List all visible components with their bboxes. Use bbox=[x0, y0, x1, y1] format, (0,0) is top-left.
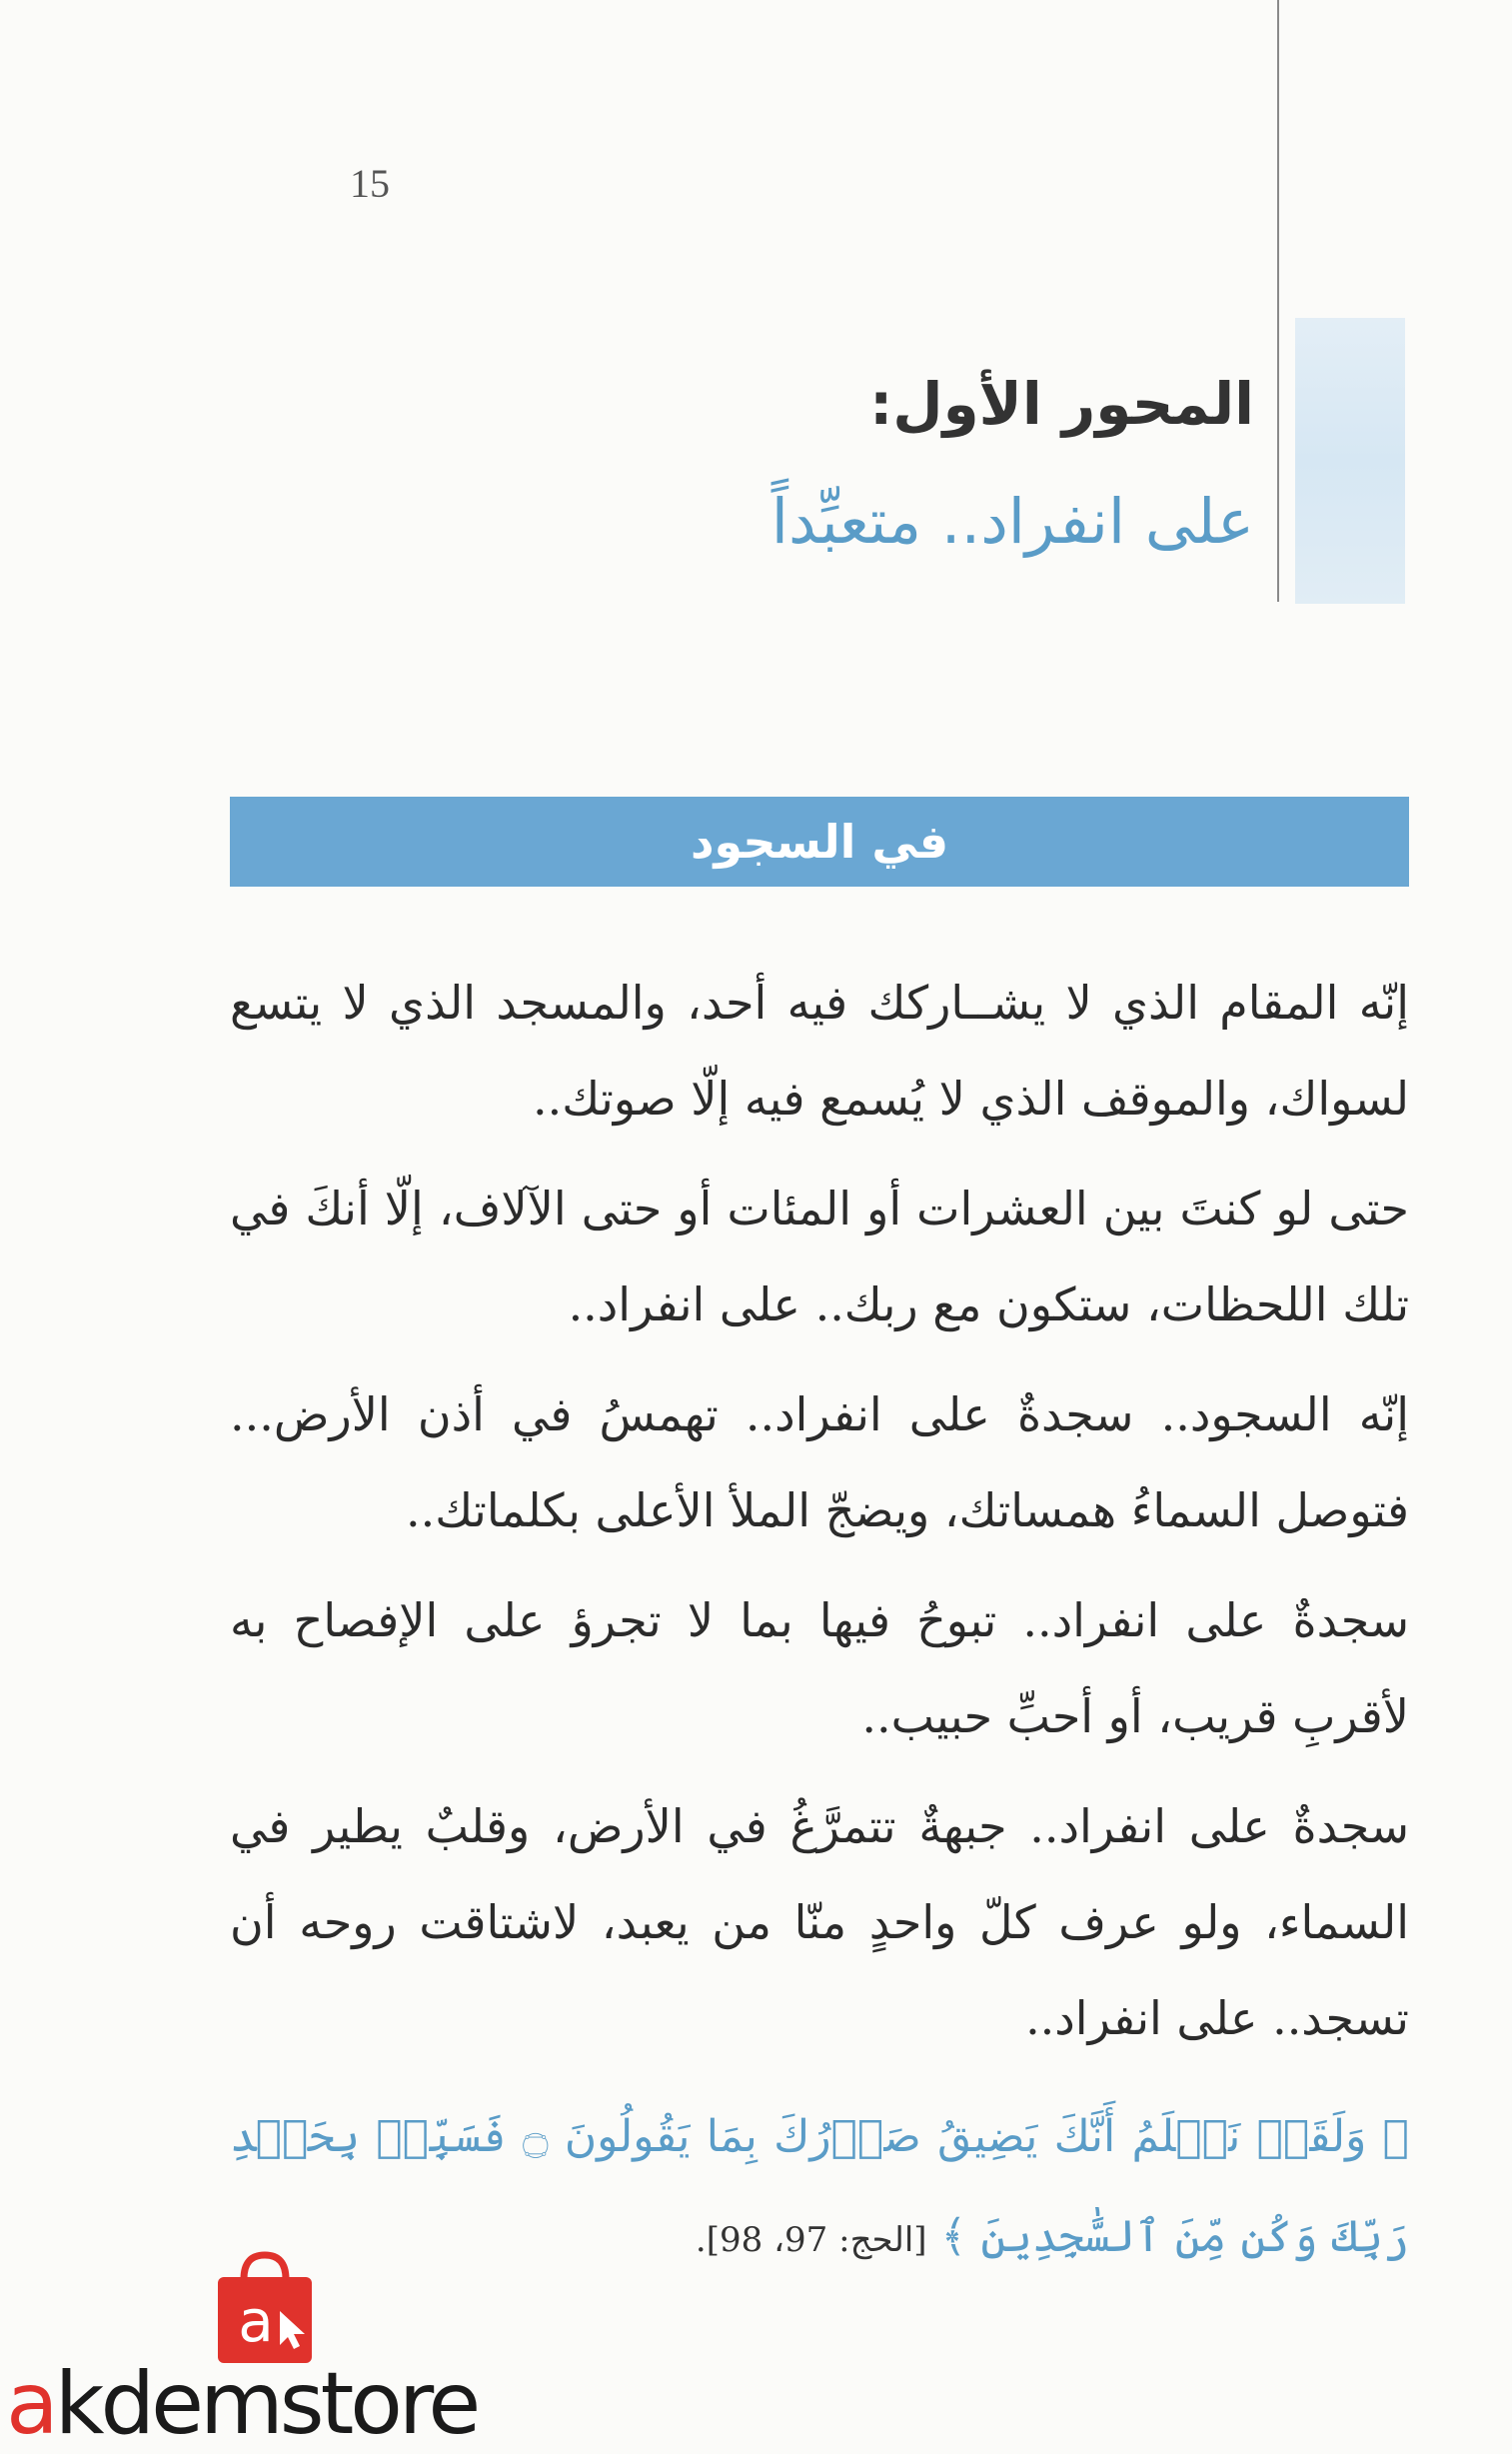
section-banner bbox=[230, 797, 1409, 887]
paragraph: إنّه المقام الذي لا يشــاركك فيه أحد، والمسجد الذي لا يتسع لسواك، والموقف الذي لا يُسمع فيه إلّا صوتك.. bbox=[230, 976, 1409, 1126]
section-title: في السجود bbox=[690, 815, 949, 869]
store-wordmark: akdemstore bbox=[6, 2354, 478, 2454]
quran-reference: [الحج: 97، 98]. bbox=[695, 2220, 927, 2260]
page-number: 15 bbox=[350, 161, 390, 206]
svg-text:a: a bbox=[238, 2287, 274, 2355]
chapter-subtitle: على انفراد.. متعبِّداً bbox=[770, 485, 1254, 558]
paragraph: سجدةٌ على انفراد.. تبوحُ فيها بما لا تجرؤ على الإفصاح به لأقربِ قريب، أو أحبِّ حبيب.. bbox=[230, 1593, 1409, 1743]
quran-verse: ﴿ وَلَقَدۡ نَعۡلَمُ أَنَّكَ يَضِيقُ صَدۡرُكَ بِمَا يَقُولُونَ ۝ فَسَبِّحۡ بِحَمۡدِ رَبِّكَ وَكُن مِّنَ ٱلسَّٰجِدِينَ ﴾ bbox=[230, 2111, 1409, 2262]
chapter-title: المحور الأول: bbox=[869, 370, 1254, 438]
shopping-bag-icon bbox=[210, 2249, 320, 2367]
margin-rule bbox=[1277, 0, 1279, 602]
body-text bbox=[230, 955, 1409, 2080]
chapter-side-tab bbox=[1295, 318, 1405, 604]
store-logo bbox=[0, 2239, 540, 2452]
paragraph: حتى لو كنتَ بين العشرات أو المئات أو حتى الآلاف، إلّا أنكَ في تلك اللحظات، ستكون مع ربك.. على انفراد.. bbox=[230, 1182, 1409, 1331]
paragraph: إنّه السجود.. سجدةٌ على انفراد.. تهمسُ في أذن الأرض... فتوصل السماءُ همساتك، ويضجّ الملأ الأعلى بكلماتك.. bbox=[230, 1387, 1409, 1537]
paragraph: سجدةٌ على انفراد.. جبهةٌ تتمرَّغُ في الأرض، وقلبٌ يطير في السماء، ولو عرف كلّ واحدٍ منّا من يعبد، لاشتاقت روحه أن تسجد.. على انفراد.. bbox=[230, 1799, 1409, 2045]
